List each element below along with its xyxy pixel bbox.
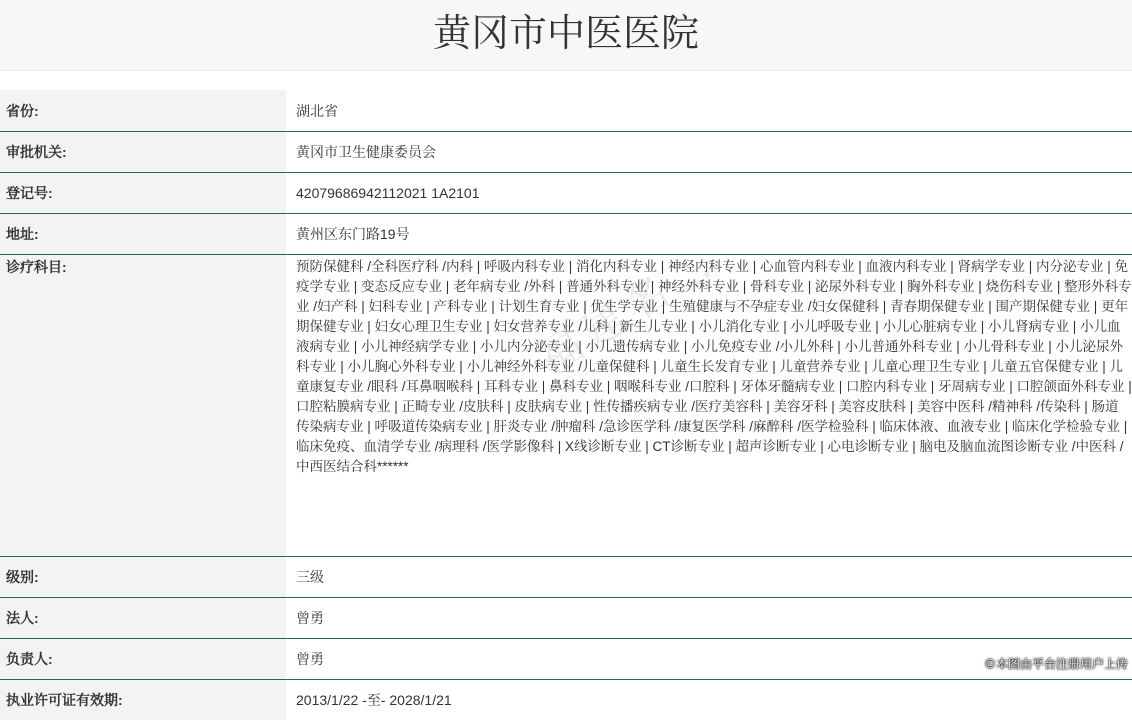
row-registration [0,173,1132,214]
row-level [0,557,1132,598]
province-value: 湖北省 [286,90,1132,131]
legal-person-value: 曾勇 [286,598,1132,638]
registration-label: 登记号: [0,173,286,213]
page-title: 黄冈市中医医院 [0,10,1132,56]
address-value: 黄州区东门路19号 [286,214,1132,254]
province-label: 省份: [0,90,286,131]
corner-watermark: ©本图由平台注册用户上传 [984,655,1128,672]
license-validity-label: 执业许可证有效期: [0,680,286,720]
address-label: 地址: [0,214,286,254]
row-authority [0,132,1132,173]
row-license-validity [0,680,1132,720]
page-header [0,0,1132,71]
row-address [0,214,1132,255]
row-head [0,639,1132,680]
authority-label: 审批机关: [0,132,286,172]
row-departments [0,255,1132,557]
center-watermark: 福建名… [523,227,727,387]
row-legal-person [0,598,1132,639]
departments-value: 预防保健科 /全科医疗科 /内科 | 呼吸内科专业 | 消化内科专业 | 神经内科专业 | 心血管内科专业 | 血液内科专业 | 肾病学专业 | 内分泌专业 | 免疫学专业 | 变态反应专业 | 老年病专业 /外科 | 普通外科专业 | 神经外科专业 | 骨科专业 | 泌尿外科专业 | 胸外科专业 | 烧伤科专业 | 整形外科专业 /妇产科 | 妇科专业 | 产科专业 | 计划生育专业 | 优生学专业 | 生殖健康与不孕症专业 /妇女保健科 | 青春期保健专业 | 围产期保健专业 | 更年期保健专业 | 妇女心理卫生专业 | 妇女营养专业 /儿科 | 新生儿专业 | 小儿消化专业 | 小儿呼吸专业 | 小儿心脏病专业 | 小儿肾病专业 | 小儿血液病专业 | 小儿神经病学专业 | 小儿内分泌专业 | 小儿遗传病专业 | 小儿免疫专业 /小儿外科 | 小儿普通外科专业 | 小儿骨科专业 | 小儿泌尿外科专业 | 小儿胸心外科专业 | 小儿神经外科专业 /儿童保健科 | 儿童生长发育专业 | 儿童营养专业 | 儿童心理卫生专业 | 儿童五官保健专业 | 儿童康复专业 /眼科 /耳鼻咽喉科 | 耳科专业 | 鼻科专业 | 咽喉科专业 /口腔科 | 牙体牙髓病专业 | 口腔内科专业 | 牙周病专业 | 口腔颌面外科专业 | 口腔粘膜病专业 | 正畸专业 /皮肤科 | 皮肤病专业 | 性传播疾病专业 /医疗美容科 | 美容牙科 | 美容皮肤科 | 美容中医科 /精神科 /传染科 | 肠道传染病专业 | 呼吸道传染病专业 | 肝炎专业 /肿瘤科 /急诊医学科 /康复医学科 /麻醉科 /医学检验科 | 临床体液、血液专业 | 临床化学检验专业 | 临床免疫、血清学专业 /病理科 /医学影像科 | X线诊断专业 | CT诊断专业 | 超声诊断专业 | 心电诊断专业 | 脑电及脑血流图诊断专业 /中医科 /中西医结合科****** [296,257,1132,477]
legal-person-label: 法人: [0,598,286,638]
license-validity-value: 2013/1/22 -至- 2028/1/21 [286,680,1132,720]
departments-label: 诊疗科目: [0,255,286,556]
registration-value: 42079686942112021 1A2101 [286,173,1132,213]
row-province [0,90,1132,132]
info-table [0,90,1132,720]
head-label: 负责人: [0,639,286,679]
level-label: 级别: [0,557,286,597]
head-value: 曾勇 [286,639,1132,679]
departments-cell [286,255,1132,556]
authority-value: 黄冈市卫生健康委员会 [286,132,1132,172]
level-value: 三级 [286,557,1132,597]
